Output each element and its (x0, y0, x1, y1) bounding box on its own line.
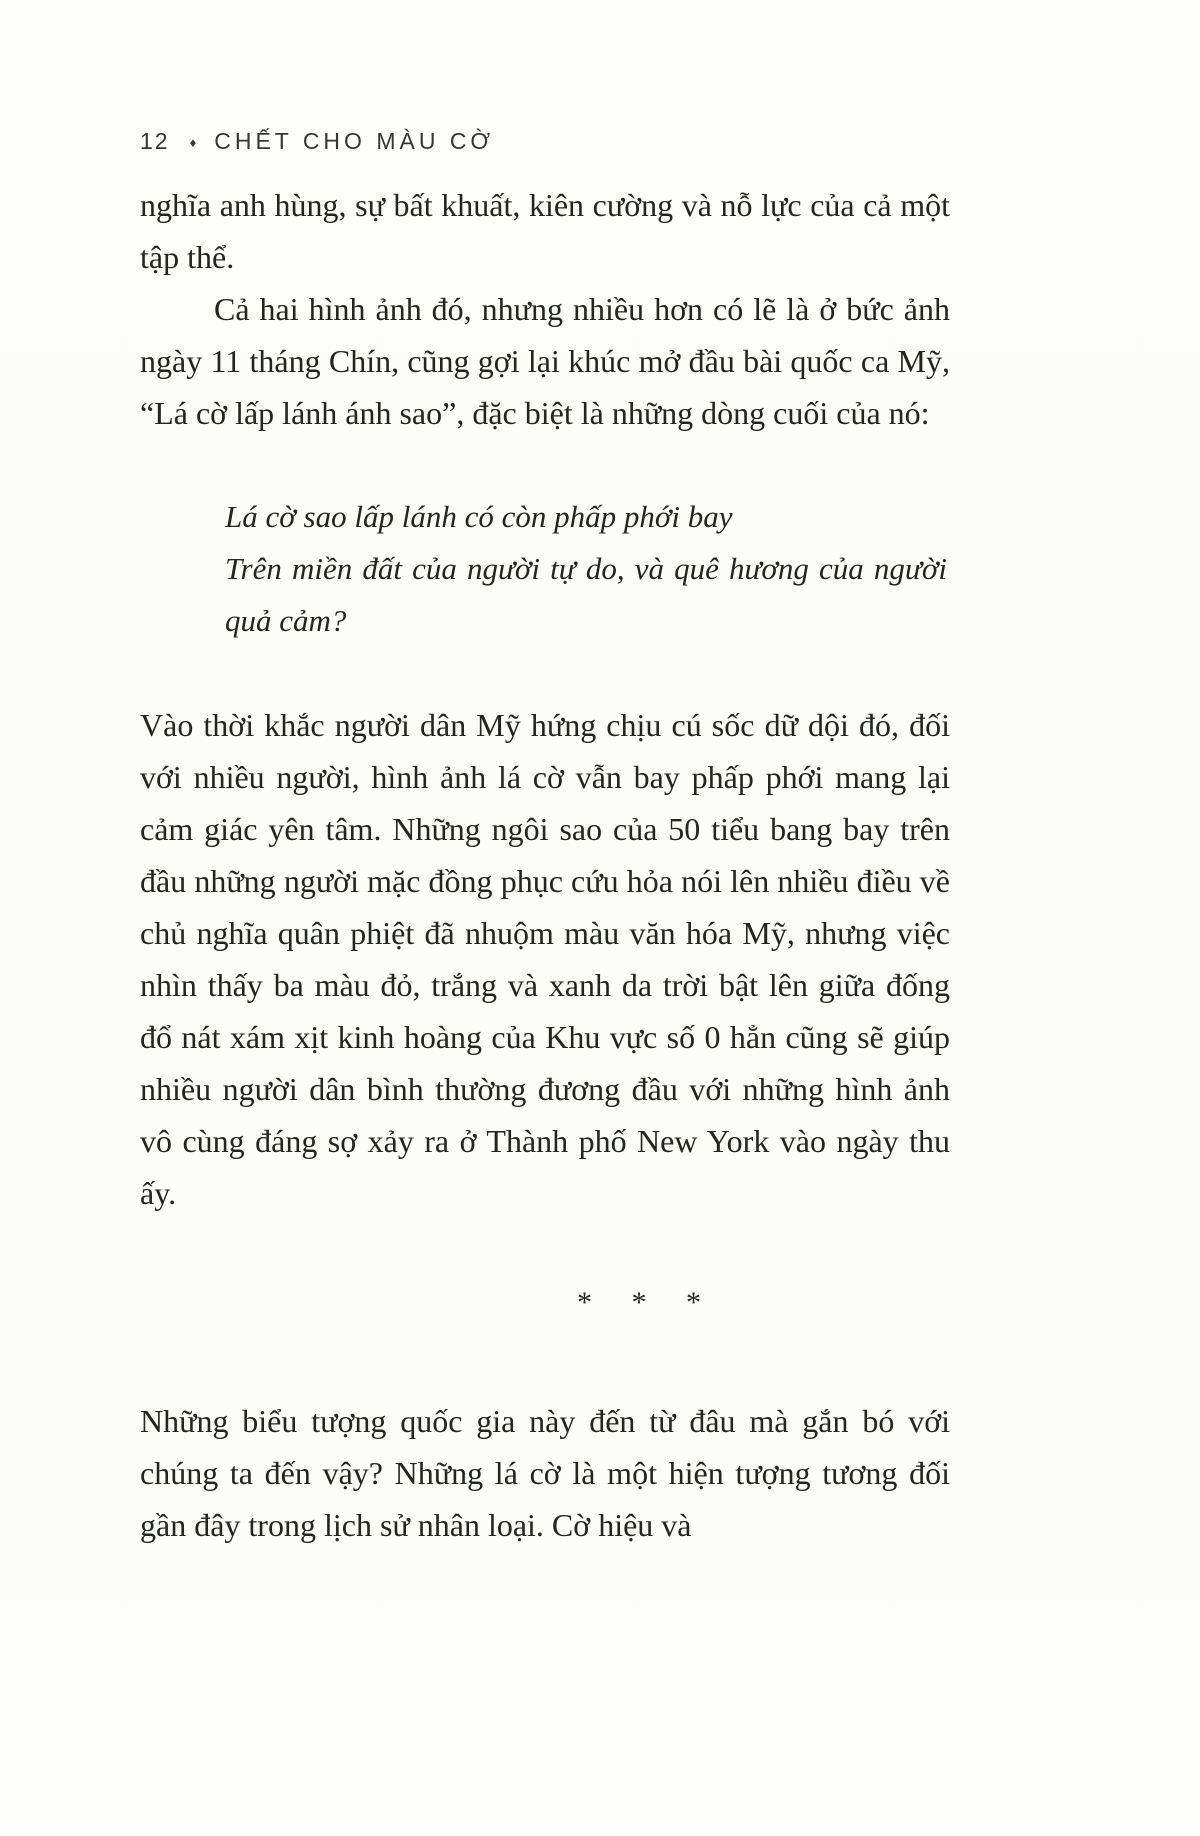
diamond-bullet-icon: ♦ (189, 135, 197, 150)
page-number: 12 (140, 128, 170, 154)
body-text (140, 179, 950, 1551)
anthem-quote-line-2: Trên miền đất của người tự do, và quê hương của người quả cảm? (225, 551, 947, 638)
anthem-quote-line-1: Lá cờ sao lấp lánh có còn phấp phới bay (225, 499, 733, 534)
paragraph-intro: Cả hai hình ảnh đó, nhưng nhiều hơn có lẽ là ở bức ảnh ngày 11 tháng Chín, cũng gợi lại khúc mở đầu bài quốc ca Mỹ, “Lá cờ lấp lánh ánh sao”, đặc biệt là những dòng cuối của nó: (140, 291, 950, 431)
running-head (140, 128, 950, 155)
page-content (140, 128, 950, 1551)
paragraph-after-quote: Vào thời khắc người dân Mỹ hứng chịu cú sốc dữ dội đó, đối với nhiều người, hình ảnh lá cờ vẫn bay phấp phới mang lại cảm giác yên tâm. Những ngôi sao của 50 tiểu bang bay trên đầu những người mặc đồng phục cứu hỏa nói lên nhiều điều về chủ nghĩa quân phiệt đã nhuộm màu văn hóa Mỹ, nhưng việc nhìn thấy ba màu đỏ, trắng và xanh da trời bật lên giữa đống đổ nát xám xịt kinh hoàng của Khu vực số 0 hẳn cũng sẽ giúp nhiều người dân bình thường đương đầu với những hình ảnh vô cùng đáng sợ xảy ra ở Thành phố New York vào ngày thu ấy. (140, 707, 950, 1211)
paragraph-continuation: nghĩa anh hùng, sự bất khuất, kiên cường và nỗ lực của cả một tập thể. (140, 187, 950, 275)
paragraph-final: Những biểu tượng quốc gia này đến từ đâu mà gắn bó với chúng ta đến vậy? Những lá cờ là một hiện tượng tương đối gần đây trong lịch sử nhân loại. Cờ hiệu và (140, 1403, 950, 1543)
section-break-asterisks: * * * (577, 1286, 703, 1319)
anthem-quote (225, 491, 947, 647)
running-title: CHẾT CHO MÀU CỜ (214, 128, 495, 154)
